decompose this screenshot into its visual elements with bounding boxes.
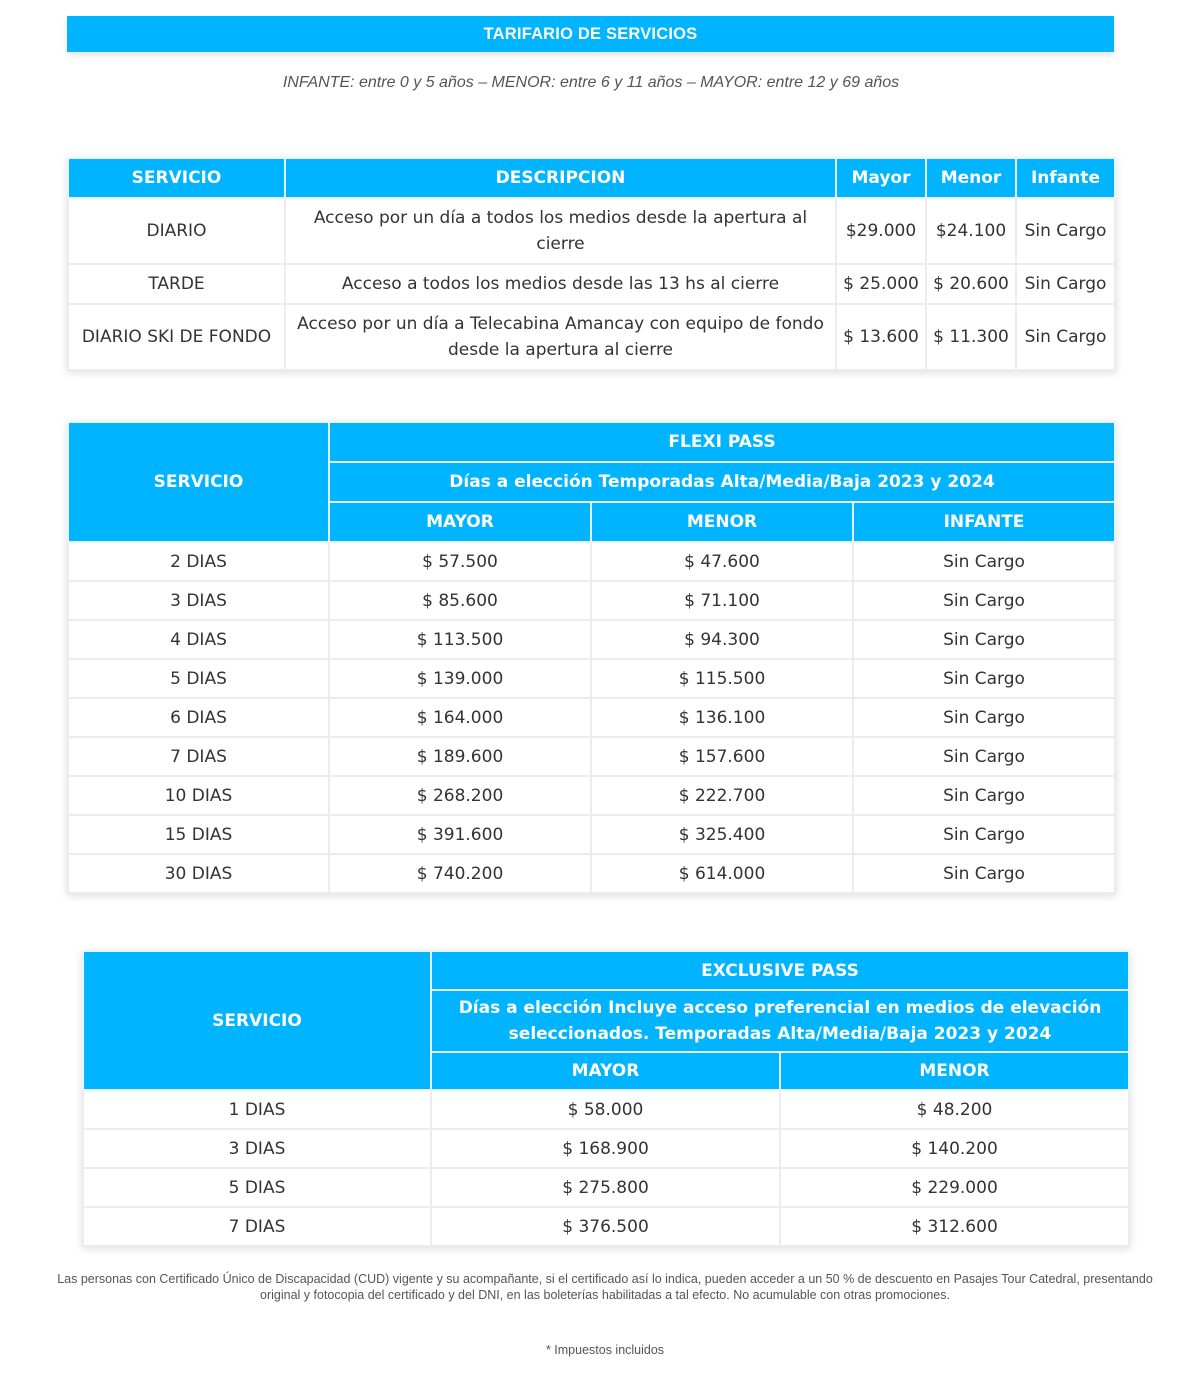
cell-menor: $ 11.300 <box>926 304 1016 370</box>
cell-menor: $ 157.600 <box>591 737 853 776</box>
table-row <box>68 264 1115 304</box>
cell-descripcion: Acceso por un día a todos los medios desde la apertura al cierre <box>285 198 836 264</box>
disability-discount-note <box>0 1271 1200 1303</box>
table-row <box>68 698 1115 737</box>
cell-mayor: $ 13.600 <box>836 304 926 370</box>
cell-mayor: $ 275.800 <box>431 1168 780 1207</box>
disclaimer-line-2: original y fotocopia del certificado y del DNI, en las boleterías habilitadas a tal efecto. No acumulable con otras promociones. <box>260 1288 950 1302</box>
cell-mayor: $ 164.000 <box>329 698 591 737</box>
exclusive-pass-subtitle: Días a elección Incluye acceso preferencial en medios de elevación seleccionados. Temporadas Alta/Media/Baja 2023 y 2024 <box>431 990 1129 1052</box>
disclaimer-line-1: Las personas con Certificado Único de Discapacidad (CUD) vigente y su acompañante, si el certificado así lo indica, pueden acceder a un 50 % de descuento en Pasajes Tour Catedral, presentando <box>57 1272 1153 1286</box>
table-row <box>83 1168 1129 1207</box>
cell-mayor: $ 113.500 <box>329 620 591 659</box>
cell-mayor: $29.000 <box>836 198 926 264</box>
cell-infante: Sin Cargo <box>853 815 1115 854</box>
exclusive-pass-table <box>82 950 1130 1247</box>
cell-servicio: 5 DIAS <box>83 1168 431 1207</box>
table-row <box>68 620 1115 659</box>
cell-servicio: DIARIO <box>68 198 285 264</box>
cell-infante: Sin Cargo <box>1016 198 1115 264</box>
exclusive-pass-title: EXCLUSIVE PASS <box>431 951 1129 990</box>
col-header-servicio: SERVICIO <box>68 422 329 542</box>
cell-servicio: 4 DIAS <box>68 620 329 659</box>
col-header-mayor: Mayor <box>836 158 926 198</box>
cell-mayor: $ 168.900 <box>431 1129 780 1168</box>
cell-mayor: $ 139.000 <box>329 659 591 698</box>
cell-menor: $ 48.200 <box>780 1090 1129 1129</box>
cell-servicio: 30 DIAS <box>68 854 329 893</box>
cell-menor: $ 47.600 <box>591 542 853 581</box>
cell-infante: Sin Cargo <box>853 620 1115 659</box>
cell-servicio: 3 DIAS <box>68 581 329 620</box>
cell-infante: Sin Cargo <box>1016 264 1115 304</box>
cell-infante: Sin Cargo <box>853 581 1115 620</box>
cell-mayor: $ 268.200 <box>329 776 591 815</box>
table-header-row <box>68 158 1115 198</box>
col-header-infante: INFANTE <box>853 502 1115 542</box>
cell-menor: $ 115.500 <box>591 659 853 698</box>
cell-menor: $ 229.000 <box>780 1168 1129 1207</box>
cell-menor: $ 614.000 <box>591 854 853 893</box>
col-header-descripcion: DESCRIPCION <box>285 158 836 198</box>
cell-menor: $ 140.200 <box>780 1129 1129 1168</box>
cell-infante: Sin Cargo <box>853 737 1115 776</box>
cell-menor: $ 222.700 <box>591 776 853 815</box>
table-row <box>68 854 1115 893</box>
cell-menor: $ 94.300 <box>591 620 853 659</box>
cell-servicio: 1 DIAS <box>83 1090 431 1129</box>
table-header-row <box>68 422 1115 462</box>
cell-infante: Sin Cargo <box>853 698 1115 737</box>
cell-mayor: $ 57.500 <box>329 542 591 581</box>
col-header-menor: Menor <box>926 158 1016 198</box>
table-row <box>83 1129 1129 1168</box>
taxes-included-note: * Impuestos incluidos <box>545 1343 665 1357</box>
cell-descripcion: Acceso por un día a Telecabina Amancay con equipo de fondo desde la apertura al cierre <box>285 304 836 370</box>
table-row <box>68 815 1115 854</box>
cell-mayor: $ 376.500 <box>431 1207 780 1246</box>
table-row <box>83 1090 1129 1129</box>
col-header-mayor: MAYOR <box>329 502 591 542</box>
col-header-servicio: SERVICIO <box>83 951 431 1090</box>
table-row <box>68 776 1115 815</box>
daily-services-table <box>67 157 1116 371</box>
col-header-infante: Infante <box>1016 158 1115 198</box>
flexi-pass-title: FLEXI PASS <box>329 422 1115 462</box>
cell-mayor: $ 391.600 <box>329 815 591 854</box>
cell-servicio: 7 DIAS <box>68 737 329 776</box>
cell-menor: $ 136.100 <box>591 698 853 737</box>
flexi-pass-table <box>67 421 1116 894</box>
cell-infante: Sin Cargo <box>853 776 1115 815</box>
cell-menor: $ 312.600 <box>780 1207 1129 1246</box>
cell-mayor: $ 85.600 <box>329 581 591 620</box>
cell-servicio: 15 DIAS <box>68 815 329 854</box>
table-header-row <box>83 951 1129 990</box>
cell-servicio: 5 DIAS <box>68 659 329 698</box>
cell-servicio: 3 DIAS <box>83 1129 431 1168</box>
cell-infante: Sin Cargo <box>853 854 1115 893</box>
table-row <box>68 542 1115 581</box>
table-row <box>83 1207 1129 1246</box>
flexi-pass-subtitle: Días a elección Temporadas Alta/Media/Baja 2023 y 2024 <box>329 462 1115 502</box>
table-row <box>68 304 1115 370</box>
cell-menor: $ 325.400 <box>591 815 853 854</box>
cell-servicio: 10 DIAS <box>68 776 329 815</box>
table-row <box>68 581 1115 620</box>
table-row <box>68 659 1115 698</box>
cell-mayor: $ 58.000 <box>431 1090 780 1129</box>
table-row <box>68 737 1115 776</box>
col-header-servicio: SERVICIO <box>68 158 285 198</box>
cell-descripcion: Acceso a todos los medios desde las 13 hs al cierre <box>285 264 836 304</box>
col-header-menor: MENOR <box>591 502 853 542</box>
cell-mayor: $ 740.200 <box>329 854 591 893</box>
cell-servicio: 7 DIAS <box>83 1207 431 1246</box>
tariff-title-bar: TARIFARIO DE SERVICIOS <box>67 16 1114 52</box>
table-row <box>68 198 1115 264</box>
cell-menor: $24.100 <box>926 198 1016 264</box>
cell-servicio: DIARIO SKI DE FONDO <box>68 304 285 370</box>
col-header-menor: MENOR <box>780 1052 1129 1090</box>
cell-mayor: $ 25.000 <box>836 264 926 304</box>
cell-infante: Sin Cargo <box>853 542 1115 581</box>
cell-servicio: TARDE <box>68 264 285 304</box>
cell-infante: Sin Cargo <box>1016 304 1115 370</box>
cell-mayor: $ 189.600 <box>329 737 591 776</box>
cell-menor: $ 71.100 <box>591 581 853 620</box>
cell-infante: Sin Cargo <box>853 659 1115 698</box>
cell-servicio: 2 DIAS <box>68 542 329 581</box>
age-ranges-note: INFANTE: entre 0 y 5 años – MENOR: entre 6 y 11 años – MAYOR: entre 12 y 69 años <box>282 74 900 91</box>
cell-menor: $ 20.600 <box>926 264 1016 304</box>
col-header-mayor: MAYOR <box>431 1052 780 1090</box>
cell-servicio: 6 DIAS <box>68 698 329 737</box>
